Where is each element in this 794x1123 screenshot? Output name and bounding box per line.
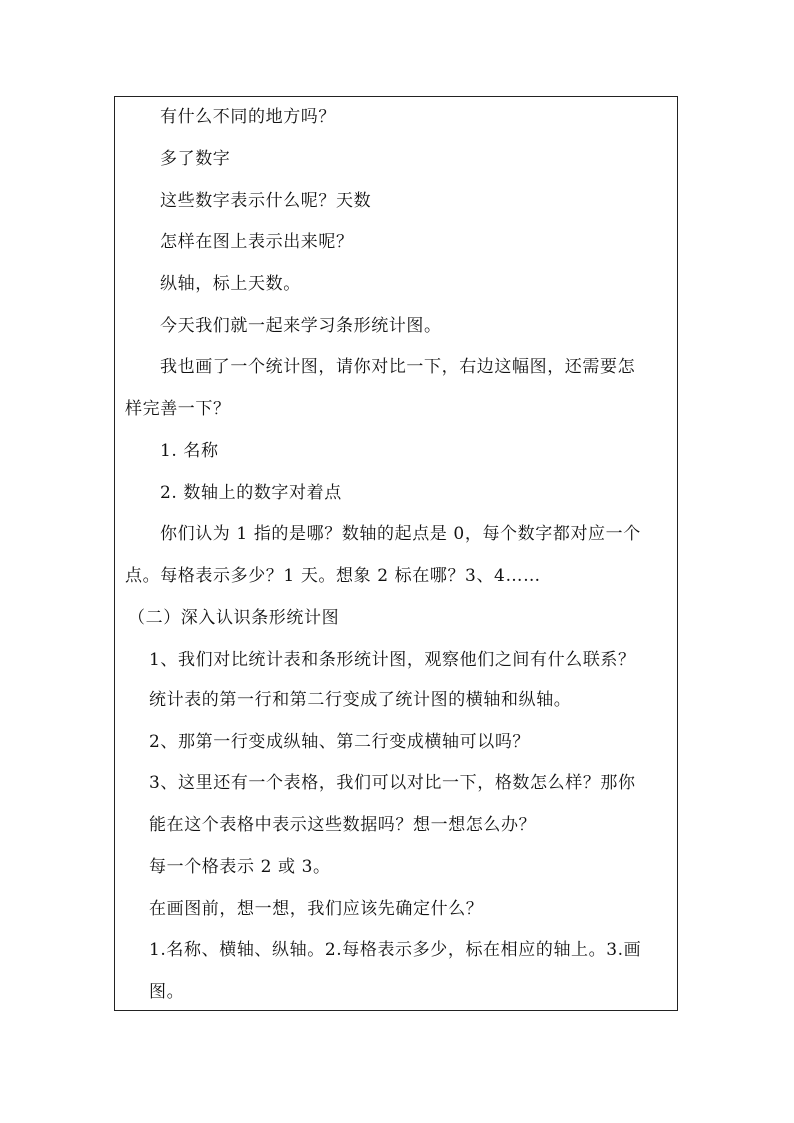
text-line-4: 怎样在图上表示出来呢？ [160,232,354,252]
section-heading: （二）深入认识条形统计图 [128,608,340,628]
text-line-16: 2、那第一行变成纵轴、第二行变成横轴可以吗？ [149,732,531,752]
text-line-15: 统计表的第一行和第二行变成了统计图的横轴和纵轴。 [149,690,572,710]
text-line-19: 每一个格表示 2 或 3。 [149,857,331,877]
text-line-11: 你们认为 1 指的是哪？数轴的起点是 0，每个数字都对应一个 [160,524,641,544]
text-line-21: 1.名称、横轴、纵轴。2.每格表示多少，标在相应的轴上。3.画 [149,940,642,960]
text-line-12: 点。每格表示多少？1 天。想象 2 标在哪？3、4…… [125,566,541,586]
text-line-5: 纵轴，标上天数。 [160,274,301,294]
text-line-14: 1、我们对比统计表和条形统计图，观察他们之间有什么联系？ [149,650,636,670]
text-line-8: 样完善一下？ [125,399,231,419]
text-line-20: 在画图前，想一想，我们应该先确定什么？ [149,899,484,919]
text-line-1: 有什么不同的地方吗？ [160,107,336,127]
text-line-18: 能在这个表格中表示这些数据吗？想一想怎么办？ [149,815,537,835]
text-line-2: 多了数字 [160,149,231,169]
text-line-10: 2. 数轴上的数字对着点 [160,483,342,503]
text-line-17: 3、这里还有一个表格，我们可以对比一下，格数怎么样？那你 [149,773,636,793]
text-line-7: 我也画了一个统计图，请你对比一下，右边这幅图，还需要怎 [160,357,636,377]
text-line-9: 1. 名称 [160,441,219,461]
text-line-22: 图。 [149,982,185,1002]
text-line-3: 这些数字表示什么呢？天数 [160,191,372,211]
text-line-6: 今天我们就一起来学习条形统计图。 [160,316,442,336]
